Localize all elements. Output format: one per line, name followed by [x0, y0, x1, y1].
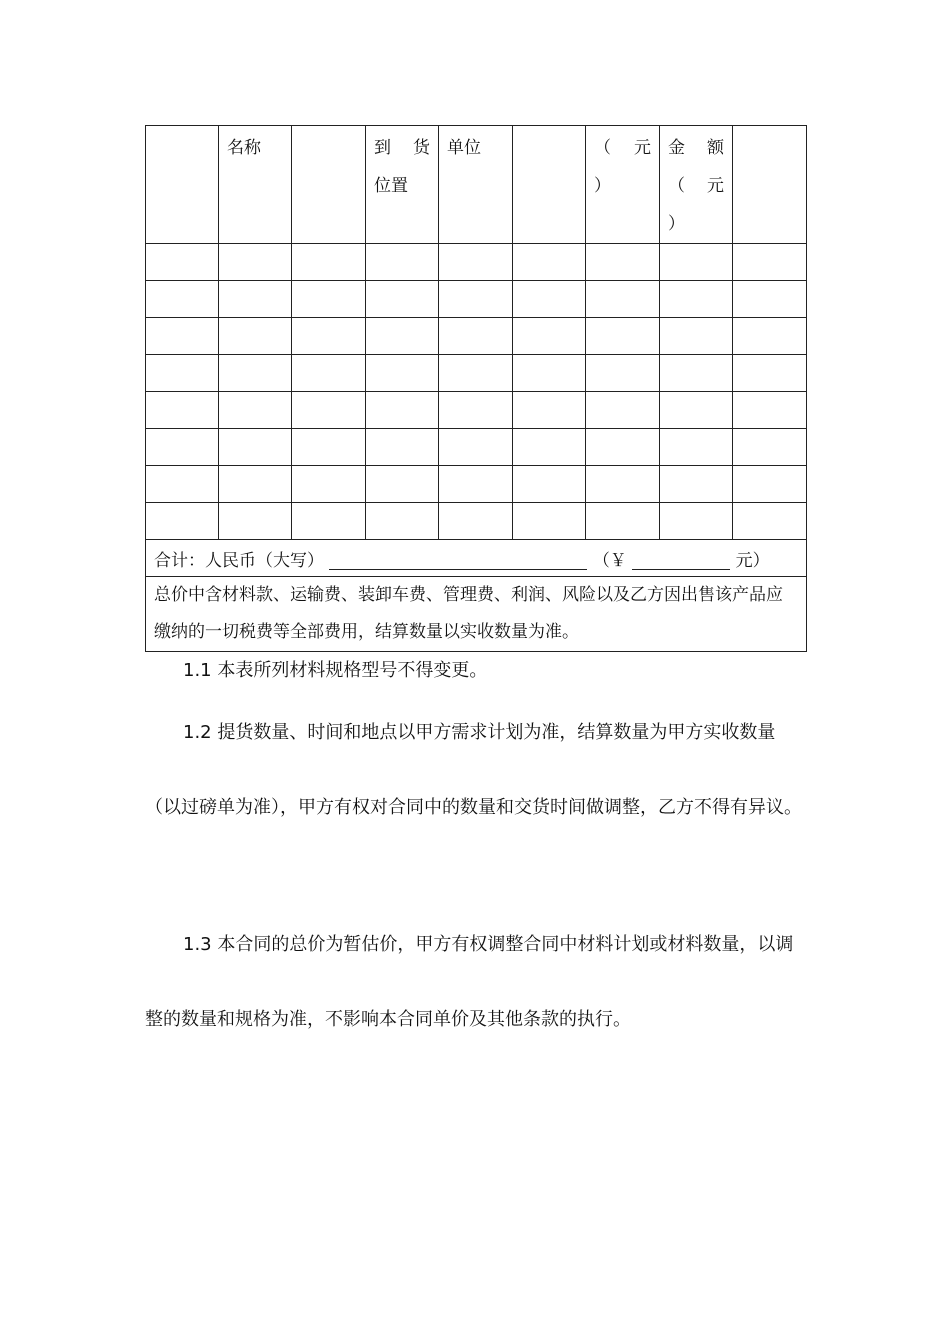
table-cell — [219, 318, 292, 355]
header-text: ） — [668, 214, 685, 234]
table-cell — [292, 392, 366, 429]
material-price-table — [145, 125, 807, 652]
table-cell — [366, 466, 439, 503]
table-cell — [513, 281, 586, 318]
table-cell — [586, 392, 660, 429]
note-row — [146, 577, 807, 652]
table-cell — [586, 318, 660, 355]
table-cell — [439, 392, 513, 429]
header-text: ） — [594, 176, 611, 196]
table-cell — [366, 429, 439, 466]
table-cell — [733, 466, 807, 503]
table-cell — [146, 503, 219, 540]
table-cell — [292, 503, 366, 540]
clause-1-2: 1.2 提货数量、时间和地点以甲方需求计划为准，结算数量为甲方实收数量（以过磅单为准），甲方有权对合同中的数量和交货时间做调整，乙方不得有异议。 — [145, 722, 802, 818]
table-cell — [219, 466, 292, 503]
table-cell — [146, 429, 219, 466]
table-row — [146, 503, 807, 540]
header-cell — [146, 126, 219, 244]
header-text: 名称 — [227, 138, 261, 158]
total-cell — [146, 540, 807, 577]
table-header-row — [146, 126, 807, 244]
table-cell — [439, 429, 513, 466]
table-cell — [366, 318, 439, 355]
table-cell — [292, 318, 366, 355]
table-cell — [366, 503, 439, 540]
table-row — [146, 429, 807, 466]
table-cell — [292, 429, 366, 466]
table-cell — [586, 244, 660, 281]
table-row — [146, 466, 807, 503]
table-cell — [219, 392, 292, 429]
table-cell — [219, 281, 292, 318]
table-cell — [292, 466, 366, 503]
header-cell — [660, 126, 733, 244]
header-cell — [513, 126, 586, 244]
table-cell — [366, 244, 439, 281]
table-cell — [439, 281, 513, 318]
table-cell — [146, 355, 219, 392]
table-row — [146, 244, 807, 281]
total-row — [146, 540, 807, 577]
table-cell — [733, 281, 807, 318]
header-cell — [292, 126, 366, 244]
table-row — [146, 281, 807, 318]
amount-figure-blank — [632, 552, 730, 570]
header-cell — [366, 126, 439, 244]
table-cell — [660, 503, 733, 540]
table-cell — [146, 392, 219, 429]
table-cell — [146, 244, 219, 281]
clause-1-1: 1.1 本表所列材料规格型号不得变更。 — [183, 660, 488, 681]
header-text: 单位 — [447, 138, 481, 158]
table-cell — [586, 281, 660, 318]
table-cell — [513, 466, 586, 503]
table-cell — [733, 503, 807, 540]
table-cell — [660, 244, 733, 281]
header-text: 金 额 — [668, 138, 724, 158]
table-cell — [513, 355, 586, 392]
header-cell — [439, 126, 513, 244]
total-middle: （￥ — [592, 550, 627, 571]
header-text: 到 货 — [374, 138, 430, 158]
header-text: （ 元 — [594, 138, 651, 158]
table-cell — [366, 392, 439, 429]
table-cell — [292, 244, 366, 281]
table-cell — [513, 244, 586, 281]
header-cell — [733, 126, 807, 244]
price-note: 总价中含材料款、运输费、装卸车费、管理费、利润、风险以及乙方因出售该产品应缴纳的一切税费等全部费用，结算数量以实收数量为准。 — [146, 577, 807, 652]
table-cell — [219, 429, 292, 466]
table-row — [146, 355, 807, 392]
amount-words-blank — [329, 552, 587, 570]
table-cell — [219, 355, 292, 392]
table-cell — [586, 466, 660, 503]
table-cell — [513, 429, 586, 466]
table-cell — [513, 503, 586, 540]
table-row — [146, 392, 807, 429]
table-cell — [146, 318, 219, 355]
table-cell — [733, 392, 807, 429]
total-suffix: 元） — [735, 550, 770, 571]
table-cell — [439, 318, 513, 355]
table-cell — [660, 318, 733, 355]
table-cell — [660, 281, 733, 318]
table-cell — [586, 429, 660, 466]
table-cell — [219, 244, 292, 281]
table-cell — [733, 244, 807, 281]
table-cell — [439, 355, 513, 392]
table-cell — [439, 503, 513, 540]
table-cell — [660, 466, 733, 503]
table-cell — [366, 281, 439, 318]
table-row — [146, 318, 807, 355]
table-cell — [146, 466, 219, 503]
table-cell — [733, 429, 807, 466]
table-cell — [146, 281, 219, 318]
table-cell — [219, 503, 292, 540]
table-cell — [292, 281, 366, 318]
table-cell — [439, 244, 513, 281]
table-cell — [660, 355, 733, 392]
header-cell — [219, 126, 292, 244]
table-cell — [660, 392, 733, 429]
header-cell — [586, 126, 660, 244]
table-cell — [586, 355, 660, 392]
table-cell — [513, 392, 586, 429]
table-cell — [292, 355, 366, 392]
header-text: （ 元 — [668, 176, 724, 196]
total-prefix: 合计：人民币（大写） — [154, 550, 324, 571]
table-cell — [660, 429, 733, 466]
header-text: 位置 — [374, 176, 408, 196]
table-cell — [439, 466, 513, 503]
table-cell — [366, 355, 439, 392]
table-cell — [586, 503, 660, 540]
table-cell — [513, 318, 586, 355]
table-cell — [733, 318, 807, 355]
clause-1-3: 1.3 本合同的总价为暂估价，甲方有权调整合同中材料计划或材料数量，以调整的数量和规格为准，不影响本合同单价及其他条款的执行。 — [145, 934, 794, 1030]
table-cell — [733, 355, 807, 392]
